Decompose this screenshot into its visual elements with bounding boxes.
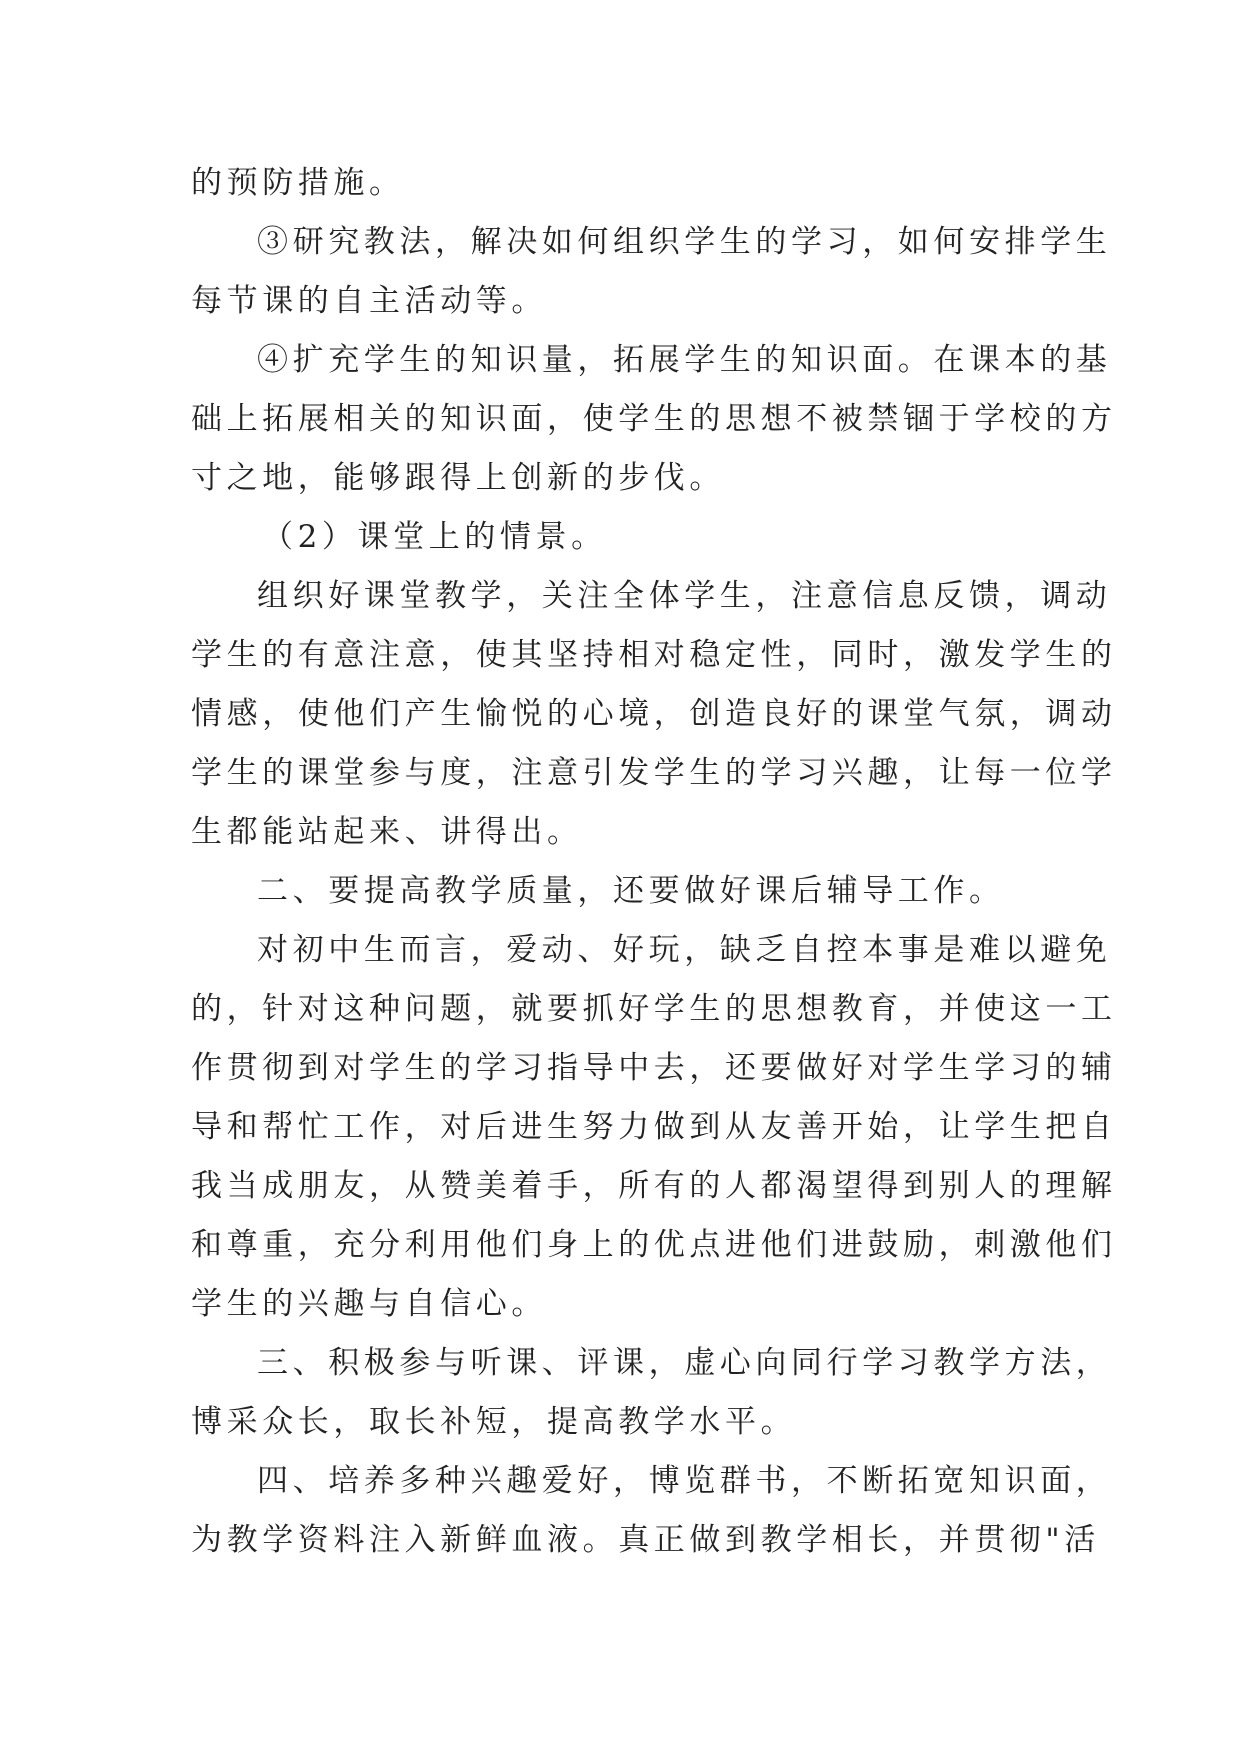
text-line: 础上拓展相关的知识面，使学生的思想不被禁锢于学校的方 xyxy=(191,401,1117,437)
section-heading: 四、培养多种兴趣爱好，博览群书，不断拓宽知识面， xyxy=(257,1463,1112,1499)
text-line: ③研究教法，解决如何组织学生的学习，如何安排学生 xyxy=(257,224,1112,260)
section-heading: 二、要提高教学质量，还要做好课后辅导工作。 xyxy=(257,873,1005,909)
text-line: 学生的有意注意，使其坚持相对稳定性，同时，激发学生的 xyxy=(191,637,1117,673)
text-line: 对初中生而言，爱动、好玩，缺乏自控本事是难以避免 xyxy=(257,932,1112,968)
text-line: 生都能站起来、讲得出。 xyxy=(191,814,583,850)
text-line: 作贯彻到对学生的学习指导中去，还要做好对学生学习的辅 xyxy=(191,1050,1117,1086)
text-line: 学生的课堂参与度，注意引发学生的学习兴趣，让每一位学 xyxy=(191,755,1117,791)
section-heading: 三、积极参与听课、评课，虚心向同行学习教学方法， xyxy=(257,1345,1112,1381)
text-line: 学生的兴趣与自信心。 xyxy=(191,1286,547,1322)
text-line: 和尊重，充分利用他们身上的优点进他们进鼓励，刺激他们 xyxy=(191,1227,1117,1263)
text-line: 的预防措施。 xyxy=(191,165,405,201)
text-line: 组织好课堂教学，关注全体学生，注意信息反馈，调动 xyxy=(257,578,1112,614)
text-line: 博采众长，取长补短，提高教学水平。 xyxy=(191,1404,797,1440)
text-line: 寸之地，能够跟得上创新的步伐。 xyxy=(191,460,725,496)
text-line: 情感，使他们产生愉悦的心境，创造良好的课堂气氛，调动 xyxy=(191,696,1117,732)
text-line: ④扩充学生的知识量，拓展学生的知识面。在课本的基 xyxy=(257,342,1112,378)
text-line: 导和帮忙工作，对后进生努力做到从友善开始，让学生把自 xyxy=(191,1109,1117,1145)
text-line: 每节课的自主活动等。 xyxy=(191,283,547,319)
text-line: 的，针对这种问题，就要抓好学生的思想教育，并使这一工 xyxy=(191,991,1117,1027)
text-line: 我当成朋友，从赞美着手，所有的人都渴望得到别人的理解 xyxy=(191,1168,1117,1204)
section-heading: （2）课堂上的情景。 xyxy=(262,519,607,555)
text-line: 为教学资料注入新鲜血液。真正做到教学相长，并贯彻"活 xyxy=(191,1522,1100,1558)
